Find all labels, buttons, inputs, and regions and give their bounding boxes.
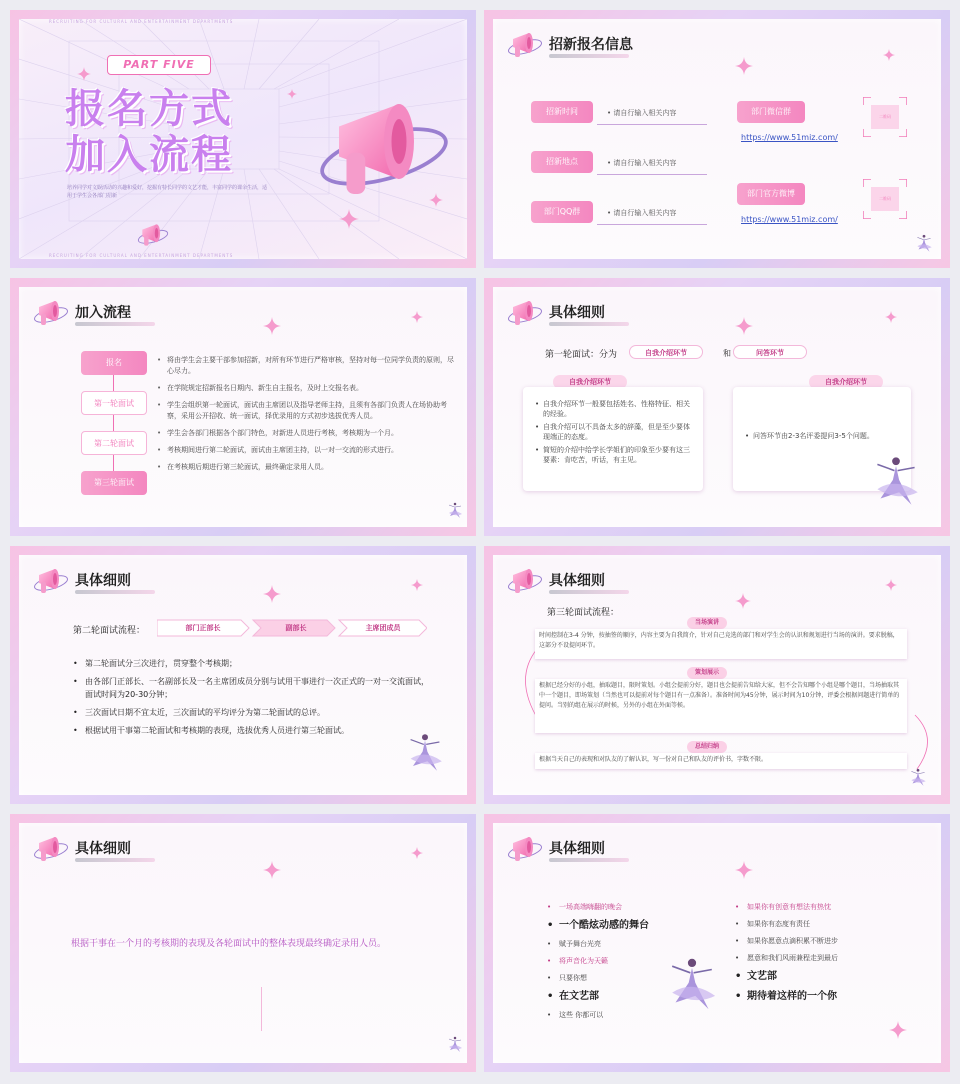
cover-title-line1: 报名方式 — [65, 86, 233, 132]
sparkle-icon — [411, 847, 423, 859]
sparkle-icon — [339, 209, 359, 229]
process-bullets — [157, 355, 457, 479]
round2-bullets — [73, 657, 433, 742]
flow-step-presidium: 主席团成员 — [365, 624, 401, 632]
megaphone-icon — [505, 295, 545, 331]
label-wechat-group: 部门微信群 — [737, 101, 805, 123]
card1-tag: 自我介绍环节 — [553, 375, 627, 389]
label-qq-group: 部门QQ群 — [531, 201, 593, 223]
title-underline — [75, 590, 155, 594]
slide-title: 具体细则 — [75, 573, 131, 589]
title-underline — [549, 858, 629, 862]
list-item: • 只要你想 — [547, 974, 707, 983]
slide-details-round2[interactable] — [10, 546, 476, 804]
dancer-icon — [659, 943, 725, 1029]
slide-details-slogan[interactable] — [484, 814, 950, 1072]
sparkle-icon — [885, 311, 897, 323]
list-item: • 问答环节由2-3名评委提问3-5个问题。 — [745, 431, 903, 441]
megaphone-icon — [505, 831, 545, 867]
slide-title: 具体细则 — [75, 841, 131, 857]
megaphone-icon — [505, 27, 545, 63]
slide-details-round1-body — [493, 287, 941, 527]
sparkle-icon — [429, 193, 443, 207]
value-qq-group[interactable]: • 请自行输入相关内容 — [607, 209, 677, 217]
slide-title: 招新报名信息 — [549, 37, 633, 53]
sparkle-icon — [883, 49, 895, 61]
slide-join-process[interactable] — [10, 278, 476, 536]
underline — [597, 174, 707, 175]
slide-title: 具体细则 — [549, 305, 605, 321]
list-item: • 在文艺部 — [547, 991, 707, 1003]
card-self-intro — [523, 387, 703, 491]
flow-step-register: 报名 — [81, 351, 147, 375]
qr-code-weibo: 二维码 — [863, 179, 907, 219]
flow-step-minister: 部门正部长 — [185, 624, 221, 632]
wechat-link[interactable]: https://www.51miz.com/ — [741, 133, 838, 142]
flow-arrow — [113, 415, 114, 431]
list-item: • 自我介绍环节一般要包括姓名、性格特征、相关的经验。 — [535, 399, 695, 419]
dancer-icon — [913, 233, 935, 255]
dancer-icon — [865, 447, 927, 519]
slide-details-round2-body — [19, 555, 467, 795]
section-plan: 根据已经分好的小组，抽取题目，限时策划。小组会提前分好，题目也会提前告知给大家，但不会告知哪个小组是哪个题目，当场抽取其中一个题目，即场策划（当然也可以提前对每个题目有一点准备）。准备时间为45分钟，展示时间为10分钟，评委会根据问题进行简单的提问。当别的组在展示的时候，另外的小组在外面等候。 — [535, 679, 907, 733]
label-recruit-time: 招新时间 — [531, 101, 593, 123]
slide-recruit-info-body — [493, 19, 941, 259]
title-underline — [75, 858, 155, 862]
slide-details-slogan-body — [493, 823, 941, 1063]
list-item: • 如果你有创意有想法有热忱 — [735, 903, 915, 912]
list-item: • 一个酷炫动感的舞台 — [547, 920, 707, 932]
sparkle-icon — [735, 861, 753, 879]
label-official-weibo: 部门官方微博 — [737, 183, 805, 205]
list-item: • 三次面试日期不宜太近，三次面试的平均评分为第二轮面试的总评。 — [73, 706, 433, 719]
flow-step-round2: 第二轮面试 — [81, 431, 147, 455]
sparkle-icon — [287, 89, 297, 99]
final-decision-text: 根据干事在一个月的考核期的表现及各轮面试中的整体表现最终确定录用人员。 — [71, 939, 387, 949]
list-item: • 愿意和我们风雨兼程走到最后 — [735, 954, 915, 963]
slide-cover-body — [19, 19, 467, 259]
slide-title: 加入流程 — [75, 305, 131, 321]
slide-details-round1[interactable] — [484, 278, 950, 536]
slide-details-round3-body — [493, 555, 941, 795]
and-text: 和 — [723, 349, 731, 358]
weibo-link[interactable]: https://www.51miz.com/ — [741, 215, 838, 224]
divider — [261, 987, 262, 1031]
round1-intro: 第一轮面试：分为 — [545, 350, 618, 360]
list-item: • 期待着这样的一个你 — [735, 991, 915, 1003]
list-item: • 在考核期后期进行第三轮面试，最终确定录用人员。 — [157, 462, 457, 473]
list-item: • 如果你愿意点滴积累不断进步 — [735, 937, 915, 946]
card2-tag: 自我介绍环节 — [809, 375, 883, 389]
list-item: • 自我介绍可以不具备太多的辞藻，但是至少要体现端正的态度。 — [535, 422, 695, 442]
section-tag-plan: 策划展示 — [687, 667, 727, 679]
underline — [597, 124, 707, 125]
sparkle-icon — [735, 593, 751, 609]
round3-flow-label: 第三轮面试流程： — [547, 608, 620, 618]
slide-details-final[interactable] — [10, 814, 476, 1072]
megaphone-icon — [31, 831, 71, 867]
sparkle-icon — [77, 67, 91, 81]
flow-arrow — [113, 375, 114, 391]
slide-details-final-body — [19, 823, 467, 1063]
list-item: • 这些 你都可以 — [547, 1011, 707, 1020]
list-item: • 学生会组织第一轮面试，面试由主席团以及指导老师主持，且须有各部门负责人在场协助考察，采用公开招收、统一面试，择优录用的方式初步选拔优秀人员。 — [157, 400, 457, 422]
sparkle-icon — [411, 579, 423, 591]
title-underline — [75, 322, 155, 326]
cover-title-line2: 加入流程 — [65, 132, 233, 178]
list-item: • 如果你有态度有责任 — [735, 920, 915, 929]
slide-details-round3[interactable] — [484, 546, 950, 804]
section-speech: 时间控制在3-4 分钟，按抽签的顺序，内容主要为自我简介，针对自己竞选的部门和对学生会的认识和规划进行当场的演讲。要求脱稿，这部分不设提问环节。 — [535, 629, 907, 659]
section-tag-speech: 当场演讲 — [687, 617, 727, 629]
list-item: • 赋予舞台光亮 — [547, 940, 707, 949]
flow-step-vice-minister: 副部长 — [285, 624, 307, 632]
flow-arrow — [113, 455, 114, 471]
dancer-icon — [907, 767, 929, 789]
list-item: • 根据试用干事第二轮面试和考核期的表现，选拔优秀人员进行第三轮面试。 — [73, 724, 433, 737]
list-item: • 学生会各部门根据各个部门特色，对新进人员进行考核，考核期为一个月。 — [157, 428, 457, 439]
cover-description: 培养同学对文娱活动的兴趣和爱好，挖掘有特长同学的文艺才能，丰富同学的课余生活，适用于学生会各部门招新 — [67, 185, 268, 199]
ribbon-top-text: RECRUITING FOR CULTURAL AND ENTERTAINMENT DEPARTMENTS — [49, 19, 234, 24]
qr-code-wechat: 二维码 — [863, 97, 907, 137]
list-item: • 考核期间进行第二轮面试，面试由主席团主持，以一对一交流的形式进行。 — [157, 445, 457, 456]
sparkle-icon — [735, 57, 753, 75]
section-tag-summary: 总结归纳 — [687, 741, 727, 753]
ribbon-bottom-text: RECRUITING FOR CULTURAL AND ENTERTAINMENT DEPARTMENTS — [49, 253, 234, 258]
small-megaphone-icon — [135, 219, 171, 251]
title-underline — [549, 590, 629, 594]
slogan-right-column — [735, 903, 915, 1011]
megaphone-icon — [31, 563, 71, 599]
list-item: • 一场高端嗨翻的晚会 — [547, 903, 707, 912]
list-item: • 第二轮面试分三次进行，贯穿整个考核期； — [73, 657, 433, 670]
slide-recruit-info[interactable] — [484, 10, 950, 268]
dancer-icon — [401, 725, 449, 783]
part-label: PART FIVE — [107, 55, 211, 75]
list-item: • 将由学生会主要干部参加招新，对所有环节进行严格审核，坚持对每一位同学负责的原则，尽心尽力。 — [157, 355, 457, 377]
flow-step-round1: 第一轮面试 — [81, 391, 147, 415]
underline — [597, 224, 707, 225]
sparkle-icon — [735, 317, 753, 335]
section-summary: 根据当天自己的表现和对队友的了解认识，写一份对自己和队友的评价书，字数不限。 — [535, 753, 907, 769]
round2-flow-label: 第二轮面试流程： — [73, 626, 146, 636]
sparkle-icon — [885, 579, 897, 591]
sparkle-icon — [263, 861, 281, 879]
label-recruit-place: 招新地点 — [531, 151, 593, 173]
value-recruit-place[interactable]: • 请自行输入相关内容 — [607, 159, 677, 167]
list-item: • 文艺部 — [735, 971, 915, 983]
sparkle-icon — [263, 585, 281, 603]
sparkle-icon — [411, 311, 423, 323]
title-underline — [549, 54, 629, 58]
sparkle-icon — [263, 317, 281, 335]
slide-cover[interactable] — [10, 10, 476, 268]
sparkle-icon — [889, 1021, 907, 1039]
value-recruit-time[interactable]: • 请自行输入相关内容 — [607, 109, 677, 117]
megaphone-icon — [31, 295, 71, 331]
flow-step-round3: 第三轮面试 — [81, 471, 147, 495]
megaphone-icon — [505, 563, 545, 599]
tag-qa: 问答环节 — [733, 345, 807, 359]
title-underline — [549, 322, 629, 326]
list-item: • 在学院规定招新报名日期内、新生自主报名，及时上交报名表。 — [157, 383, 457, 394]
slide-join-process-body — [19, 287, 467, 527]
slide-title: 具体细则 — [549, 841, 605, 857]
dancer-icon — [445, 1035, 465, 1055]
list-item: • 简短的介绍中给学长学姐们的印象至少要有这三要素：肯吃苦，听话，有主见。 — [535, 445, 695, 465]
list-item: • 将声音化为天籁 — [547, 957, 707, 966]
tag-self-intro: 自我介绍环节 — [629, 345, 703, 359]
dancer-icon — [445, 501, 465, 521]
list-item: • 由各部门正部长、一名副部长及一名主席团成员分别与试用干事进行一次正式的一对一交流面试，面试时间为20-30分钟； — [73, 675, 433, 701]
slide-title: 具体细则 — [549, 573, 605, 589]
